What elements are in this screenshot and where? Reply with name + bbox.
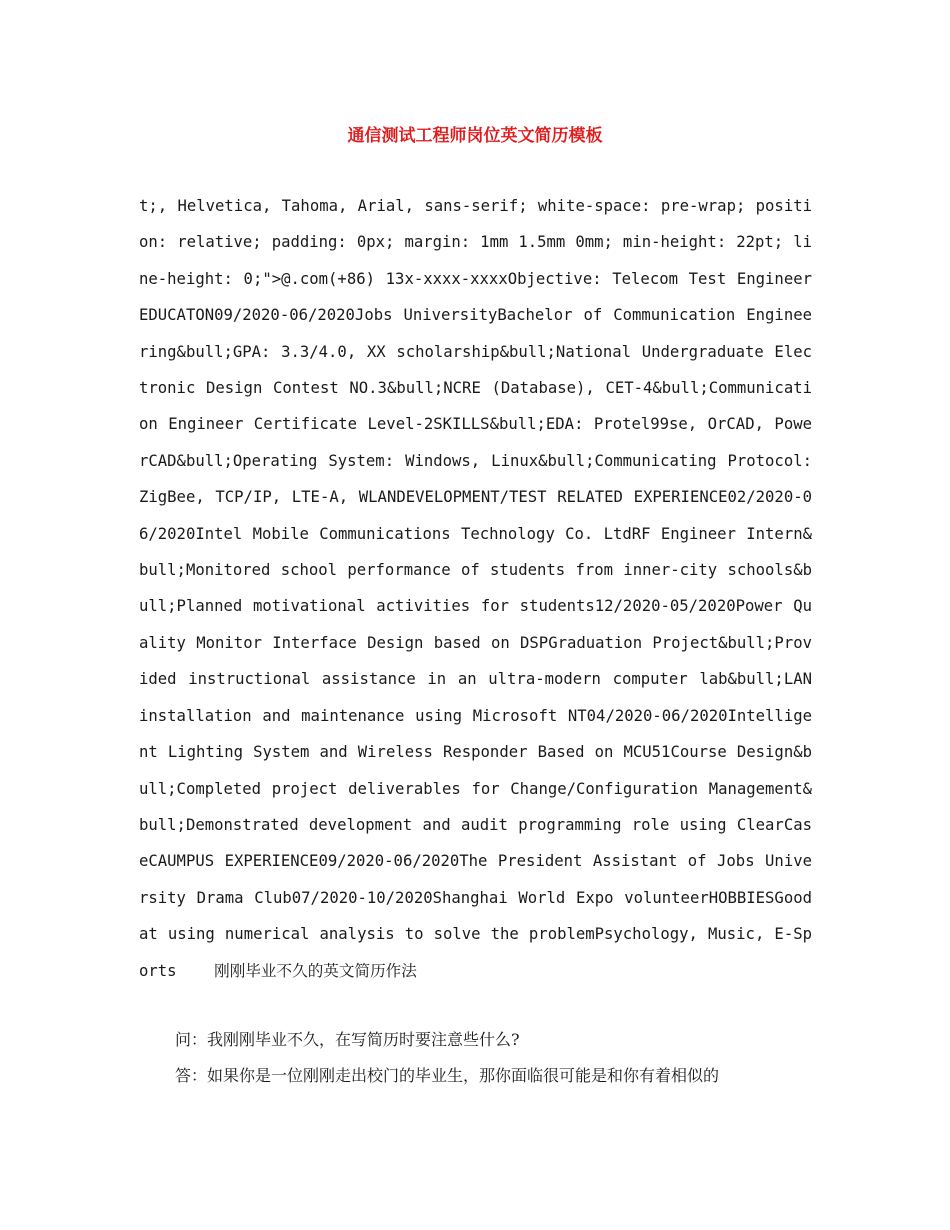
document-title: 通信测试工程师岗位英文简历模板 [347, 126, 603, 146]
resume-body [139, 188, 812, 989]
answer-paragraph: 答：如果你是一位刚刚走出校门的毕业生，那你面临很可能是和你有着相似的 [175, 1066, 720, 1085]
resume-text: t;, Helvetica, Tahoma, Arial, sans-serif; white-space: pre-wrap; position: relative; padding: 0px; margin: 1mm 1.5mm 0mm; min-height: 22pt; line-height: 0;">@.com(+86) 13x-xxxx-xxxxObjective: Telecom Test EngineerEDUCATON09/2020-06/2020Jobs UniversityBachelor of Communication Engineering&bull;GPA: 3.3/4.0, XX scholarship&bull;National Undergraduate Electronic Design Contest NO.3&bull;NCRE (Database), CET-4&bull;Communication Engineer Certificate Level-2SKILLS&bull;EDA: Protel99se, OrCAD, PowerCAD&bull;Operating System: Windows, Linux&bull;Communicating Protocol: ZigBee, TCP/IP, LTE-A, WLANDEVELOPMENT/TEST RELATED EXPERIENCE02/2020-06/2020Intel Mobile Communications Technology Co. LtdRF Engineer Intern&bull;Monitored school performance of students from inner-city schools&bull;Planned motivational activities for students12/2020-05/2020Power Quality Monitor Interface Design based on DSPGraduation Project&bull;Provided instructional assistance in an ultra-modern computer lab&bull;LAN installation and maintenance using Microsoft NT04/2020-06/2020Intelligent Lighting System and Wireless Responder Based on MCU51Course Design&bull;Completed project deliverables for Change/Configuration Management&bull;Demonstrated development and audit programming role using ClearCaseCAUMPUS EXPERIENCE09/2020-06/2020The President Assistant of Jobs University Drama Club07/2020-10/2020Shanghai World Expo volunteerHOBBIESGood at using numerical analysis to solve the problemPsychology, Music, E-Sports [139, 197, 812, 980]
question-paragraph: 问：我刚刚毕业不久，在写简历时要注意些什么? [175, 1030, 520, 1049]
section-heading: 刚刚毕业不久的英文简历作法 [214, 961, 417, 980]
